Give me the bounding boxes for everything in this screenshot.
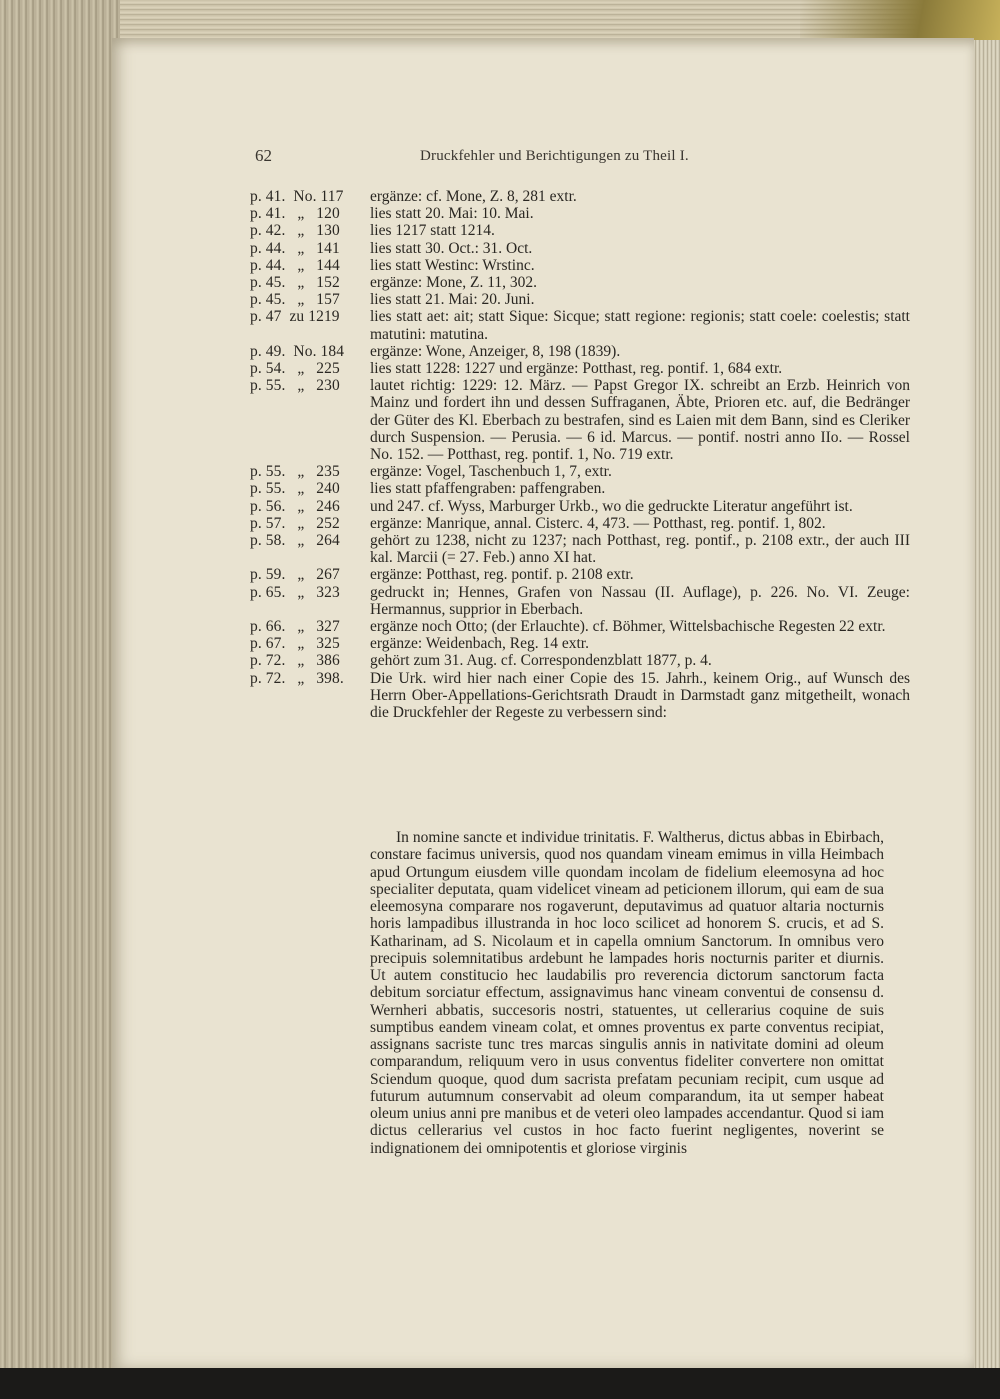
entry-reference: p. 41. „ 120 xyxy=(250,205,340,223)
entry-text: lies statt 21. Mai: 20. Juni. xyxy=(370,291,535,309)
entry-reference: p. 44. „ 141 xyxy=(250,239,340,257)
entry-reference: p. 41. No. 117 xyxy=(250,188,344,205)
entry-reference: p. 57. „ 252 xyxy=(250,514,340,532)
entry-text: lies statt 1228: 1227 und ergänze: Potthast, reg. pontif. 1, 684 extr. xyxy=(370,360,783,378)
entry-text: ergänze: Wone, Anzeiger, 8, 198 (1839). xyxy=(370,342,621,360)
errata-entry xyxy=(250,240,910,257)
entry-reference: p. 55. „ 235 xyxy=(250,463,340,481)
page-header xyxy=(255,146,945,168)
errata-entry xyxy=(250,480,910,497)
entry-reference: p. 42. „ 130 xyxy=(250,222,340,240)
errata-entry xyxy=(250,377,910,463)
errata-entry xyxy=(250,635,910,652)
background-bottom xyxy=(0,1368,1000,1399)
entry-reference: p. 58. „ 264 xyxy=(250,532,340,550)
errata-entry xyxy=(250,515,910,532)
errata-entry xyxy=(250,343,910,360)
entry-text: lies statt pfaffengraben: paffengraben. xyxy=(370,480,606,498)
entry-reference: p. 65. „ 323 xyxy=(250,583,340,601)
errata-entry xyxy=(250,498,910,515)
entry-reference: p. 56. „ 246 xyxy=(250,497,340,515)
page-number: 62 xyxy=(255,146,272,165)
errata-entry xyxy=(250,291,910,308)
entry-text: gehört zu 1238, nicht zu 1237; nach Potthast, reg. pontif., p. 2108 extr., der auch III kal. Marcii (= 27. Feb.) anno XI hat. xyxy=(370,532,910,567)
entry-reference: p. 45. „ 152 xyxy=(250,274,340,292)
errata-entry xyxy=(250,566,910,583)
errata-entry xyxy=(250,584,910,618)
entry-reference: p. 72. „ 398. xyxy=(250,669,344,687)
entry-text: ergänze: Vogel, Taschenbuch 1, 7, extr. xyxy=(370,463,612,481)
entry-reference: p. 55. „ 230 xyxy=(250,377,340,395)
latin-paragraph: In nomine sancte et individue trinitatis. F. Waltherus, dictus abbas in Ebirbach, constare facimus universis, quod nos quandam vineam emimus in villa Heimbach apud Ortungum eiusdem ville quondam incolam de fidelium eleemosyna ad hoc specialiter deputata, quam videlicet vineam ad peticionem illorum, qui eam de sua eleemosyna comparare nos rogaverunt, deputavimus ad quatuor altaria nocturnis horis lampadibus illustranda in hoc loco scilicet ad honorem S. crucis, et ad S. Katharinam, ad S. Nicolaum et in capella omnium Sanctorum. In omnibus vero precipuis solemnitatibus ardebunt he lampades horis nocturnis pariter et diurnis. Ut autem constitucio hec laudabilis pro reverencia dictorum sanctorum facta debitum sorciatur effectum, assignavimus hanc vineam conventui de consensu d. Wernheri abbatis, succesoris nostri, statuentes, ut cellerarius coquine de suis sumptibus eandem vineam colat, et omnes proventus ex parte conventus recipiat, assignans sacriste tunc tres marcas singulis annis in nativitate domini ad oleum comparandum, reliquum vero in usus conventus fideliter convertere non omittat Sciendum quoque, quod dum sacrista prefatam pecuniam recipit, cum usque ad futurum autumnum conservabit ad oleum comparandum, ita ut semper habeat oleum unius anni pre manibus et de veteri oleo lampades accendantur. Quod si iam dictus cellerarius vel custos in hoc facto fuerint negligentes, noverint se indignationem dei omnipotentis et gloriose virginis xyxy=(370,829,884,1157)
errata-entry xyxy=(250,652,910,669)
entry-text: gehört zum 31. Aug. cf. Correspondenzblatt 1877, p. 4. xyxy=(370,652,712,670)
errata-entry xyxy=(250,532,910,566)
entry-text: und 247. cf. Wyss, Marburger Urkb., wo die gedruckte Literatur angeführt ist. xyxy=(370,497,853,515)
errata-entry xyxy=(250,222,910,239)
entry-text: ergänze: cf. Mone, Z. 8, 281 extr. xyxy=(370,188,577,205)
errata-entry xyxy=(250,257,910,274)
errata-entry xyxy=(250,188,910,205)
entry-text: ergänze noch Otto; (der Erlauchte). cf. Böhmer, Wittelsbachische Regesten 22 extr. xyxy=(370,618,886,636)
entry-text: ergänze: Weidenbach, Reg. 14 extr. xyxy=(370,635,589,653)
errata-entry xyxy=(250,274,910,291)
entry-reference: p. 67. „ 325 xyxy=(250,635,340,653)
errata-entry xyxy=(250,308,910,342)
entry-reference: p. 45. „ 157 xyxy=(250,291,340,309)
latin-charter-text xyxy=(370,829,884,1157)
page-edges-left xyxy=(0,0,120,1399)
page-edges-right xyxy=(972,40,1000,1370)
entry-text: lies 1217 statt 1214. xyxy=(370,222,495,240)
entry-reference: p. 49. No. 184 xyxy=(250,342,345,360)
errata-list xyxy=(250,188,910,721)
entry-text: lautet richtig: 1229: 12. März. — Papst Gregor IX. schreibt an Erzb. Heinrich von Mainz und fordert ihn und dessen Suffraganen, Äbte, Prioren etc. auf, die Bedränger der Güter des Kl. Eberbach zu bestrafen, sind es Laien mit dem Bann, sind es Cleriker durch Suspension. — Perusia. — 6 id. Marcus. — pontif. nostri anno IIo. — Rossel No. 152. — Potthast, reg. pontif. 1, No. 719 extr. xyxy=(370,377,910,464)
gilt-edge xyxy=(800,0,1000,40)
errata-entry xyxy=(250,360,910,377)
entry-text: lies statt 30. Oct.: 31. Oct. xyxy=(370,239,533,257)
entry-text: lies statt aet: ait; statt Sique: Sicque; statt regione: regionis; statt coele: coelestis; statt matutini: matutina. xyxy=(370,308,910,343)
entry-reference: p. 44. „ 144 xyxy=(250,256,340,274)
errata-entry xyxy=(250,205,910,222)
entry-text: lies statt Westinc: Wrstinc. xyxy=(370,256,535,274)
entry-reference: p. 55. „ 240 xyxy=(250,480,340,498)
entry-reference: p. 47 zu 1219 xyxy=(250,308,340,326)
running-title: Druckfehler und Berichtigungen zu Theil I. xyxy=(420,148,689,164)
errata-entry xyxy=(250,463,910,480)
entry-reference: p. 66. „ 327 xyxy=(250,618,340,636)
entry-reference: p. 54. „ 225 xyxy=(250,360,340,378)
entry-text: gedruckt in; Hennes, Grafen von Nassau (II. Auflage), p. 226. No. VI. Zeuge: Hermannus, supprior in Eberbach. xyxy=(370,583,910,618)
entry-text: lies statt 20. Mai: 10. Mai. xyxy=(370,205,534,223)
entry-reference: p. 59. „ 267 xyxy=(250,566,340,584)
errata-entry xyxy=(250,670,910,722)
errata-entry xyxy=(250,618,910,635)
entry-text: ergänze: Mone, Z. 11, 302. xyxy=(370,274,538,292)
entry-text: ergänze: Potthast, reg. pontif. p. 2108 extr. xyxy=(370,566,634,584)
entry-reference: p. 72. „ 386 xyxy=(250,652,340,670)
entry-text: ergänze: Manrique, annal. Cisterc. 4, 473. — Potthast, reg. pontif. 1, 802. xyxy=(370,514,826,532)
entry-text: Die Urk. wird hier nach einer Copie des 15. Jahrh., keinem Orig., auf Wunsch des Herrn Ober-Appellations-Gerichtsrath Draudt in Darmstadt ganz mitgetheilt, wonach die Druckfehler der Regeste zu verbessern sind: xyxy=(370,669,910,722)
